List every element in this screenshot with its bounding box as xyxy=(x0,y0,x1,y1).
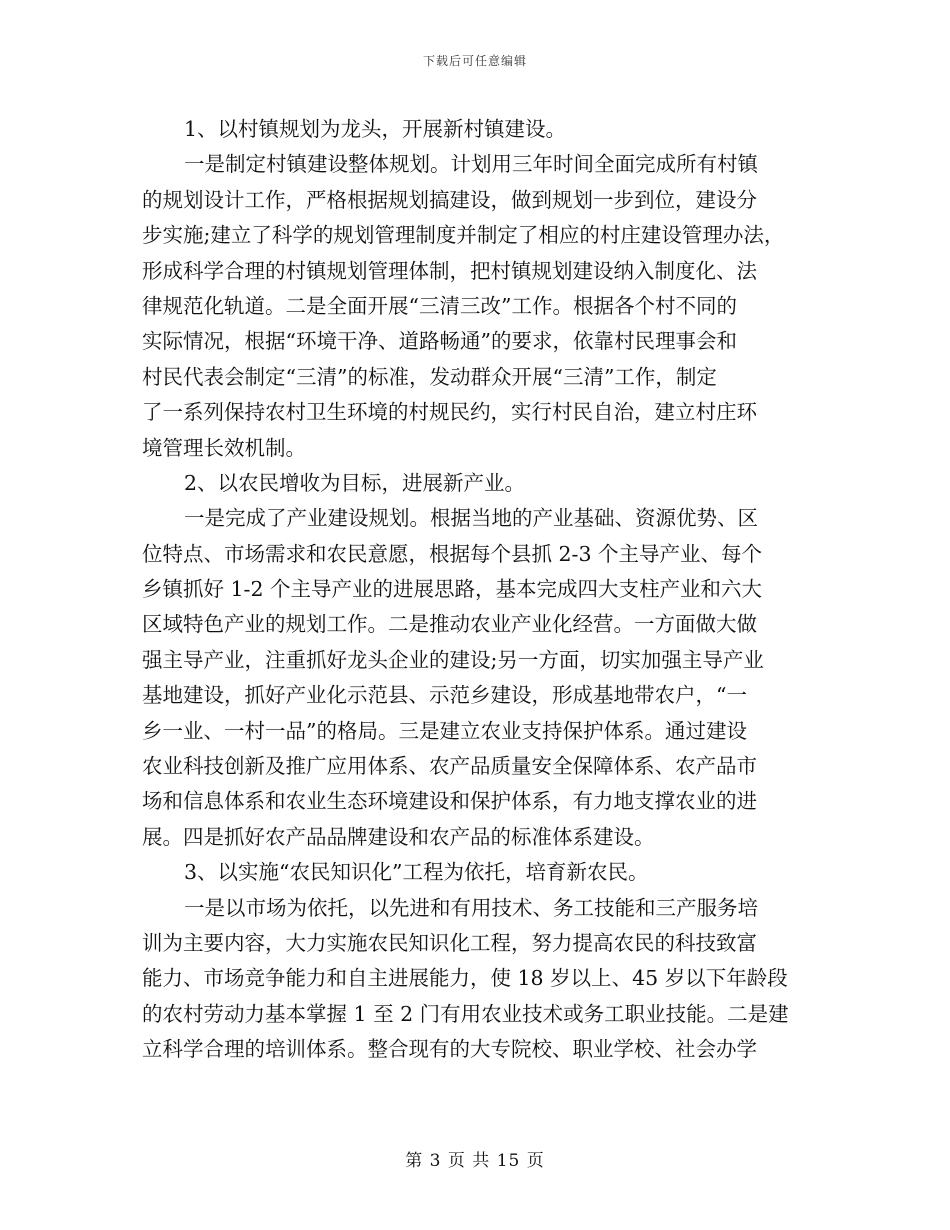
text-line: 1、以村镇规划为龙头，开展新村镇建设。 xyxy=(184,117,567,141)
text-line: 农业科技创新及推广应用体系、农产品质量安全保障体系、农产品市 xyxy=(142,754,757,779)
text-line: 律规范化轨道。二是全面开展“三清三改”工作。根据各个村不同的 xyxy=(142,293,737,318)
text-line: 立科学合理的培训体系。整合现有的大专院校、职业学校、社会办学 xyxy=(142,1037,757,1062)
page-header: 下载后可任意编辑 xyxy=(422,54,527,68)
text-line: 能力、市场竞争能力和自主进展能力，使 18 岁以上、45 岁以下年龄段 xyxy=(142,966,788,991)
text-line: 训为主要内容，大力实施农民知识化工程，努力提高农民的科技致富 xyxy=(142,930,757,955)
text-line: 强主导产业，注重抓好龙头企业的建设;另一方面，切实加强主导产业 xyxy=(142,647,764,672)
text-line: 区域特色产业的规划工作。二是推动农业产业化经营。一方面做大做 xyxy=(142,612,757,637)
text-line: 场和信息体系和农业生态环境建设和保护体系，有力地支撑农业的进 xyxy=(142,789,757,814)
text-line: 乡镇抓好 1-2 个主导产业的进展思路，基本完成四大支柱产业和六大 xyxy=(142,577,763,602)
page-footer: 第 3 页 共 15 页 xyxy=(405,1151,545,1171)
text-line: 形成科学合理的村镇规划管理体制，把村镇规划建设纳入制度化、法 xyxy=(142,258,757,283)
text-line: 展。四是抓好农产品品牌建设和农产品的标准体系建设。 xyxy=(142,824,655,849)
text-line: 一是以市场为依托，以先进和有用技术、务工技能和三产服务培 xyxy=(184,895,758,920)
text-line: 位特点、市场需求和农民意愿，根据每个县抓 2-3 个主导产业、每个 xyxy=(142,541,763,566)
text-line: 乡一业、一村一品”的格局。三是建立农业支持保护体系。通过建设 xyxy=(142,718,747,743)
text-line: 3、以实施“农民知识化”工程为依托，培育新农民。 xyxy=(184,860,649,885)
text-line: 步实施;建立了科学的规划管理制度并制定了相应的村庄建设管理办法， xyxy=(142,223,785,248)
text-line: 的规划设计工作，严格根据规划搞建设，做到规划一步到位，建设分 xyxy=(142,187,757,212)
text-line: 一是制定村镇建设整体规划。计划用三年时间全面完成所有村镇 xyxy=(184,152,758,177)
text-line: 基地建设，抓好产业化示范县、示范乡建设，形成基地带农户，“一 xyxy=(142,683,747,708)
document-body xyxy=(142,112,810,1068)
text-line: 实际情况，根据“环境干净、道路畅通”的要求，依靠村民理事会和 xyxy=(142,329,737,354)
text-line: 一是完成了产业建设规划。根据当地的产业基础、资源优势、区 xyxy=(184,506,758,531)
text-line: 2、以农民增收为目标，进展新产业。 xyxy=(184,470,526,495)
text-line: 村民代表会制定“三清”的标准，发动群众开展“三清”工作，制定 xyxy=(142,364,717,389)
text-line: 境管理长效机制。 xyxy=(142,435,306,460)
text-line: 了一系列保持农村卫生环境的村规民约，实行村民自治，建立村庄环 xyxy=(142,400,757,425)
text-line: 的农村劳动力基本掌握 1 至 2 门有用农业技术或务工职业技能。二是建 xyxy=(142,1001,789,1026)
